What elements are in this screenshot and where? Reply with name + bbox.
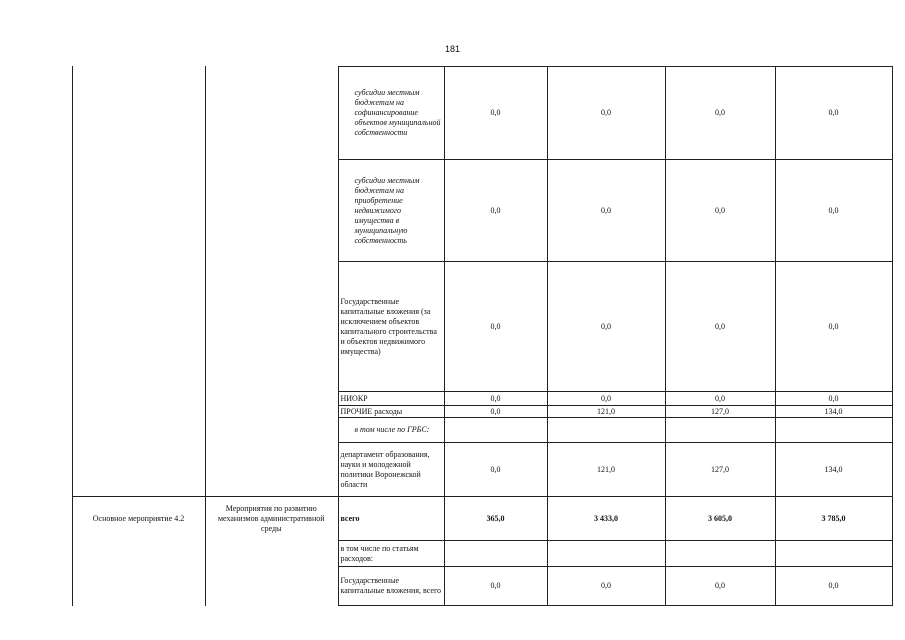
- value-cell: 0,0: [547, 67, 665, 160]
- event-name-cell: [205, 541, 338, 567]
- expense-label-cell: Государственные капитальные вложения (за исключением объектов капитального строительства и объектов недвижимого имущества): [338, 262, 444, 392]
- event-number-cell: [72, 160, 205, 262]
- expense-label-cell: субсидии местным бюджетам на софинансирование объектов муниципальной собственности: [338, 67, 444, 160]
- event-name-cell: [205, 406, 338, 418]
- table-row: [72, 567, 892, 606]
- value-cell: 121,0: [547, 443, 665, 497]
- value-cell: [665, 541, 775, 567]
- event-name-cell: [205, 262, 338, 392]
- value-cell: 0,0: [665, 160, 775, 262]
- table-row: [72, 406, 892, 418]
- expense-label-cell: ПРОЧИЕ расходы: [338, 406, 444, 418]
- value-cell: 0,0: [444, 262, 547, 392]
- event-number-cell: [72, 406, 205, 418]
- event-name-cell: [205, 567, 338, 606]
- value-cell: 121,0: [547, 406, 665, 418]
- event-number-cell: Основное мероприятие 4.2: [72, 497, 205, 541]
- value-cell: 134,0: [775, 406, 892, 418]
- table-row: [72, 443, 892, 497]
- event-name-cell: [205, 160, 338, 262]
- value-cell: 0,0: [444, 406, 547, 418]
- event-number-cell: [72, 67, 205, 160]
- value-cell: [547, 418, 665, 443]
- value-cell: 0,0: [444, 392, 547, 406]
- value-cell: [547, 541, 665, 567]
- table-row: [72, 67, 892, 160]
- value-cell: 365,0: [444, 497, 547, 541]
- value-cell: 3 433,0: [547, 497, 665, 541]
- expense-label-cell: Государственные капитальные вложения, всего: [338, 567, 444, 606]
- event-number-cell: [72, 392, 205, 406]
- value-cell: 127,0: [665, 406, 775, 418]
- event-name-cell: [205, 392, 338, 406]
- event-number-cell: [72, 262, 205, 392]
- expense-label-cell: НИОКР: [338, 392, 444, 406]
- table-row: [72, 392, 892, 406]
- value-cell: [444, 418, 547, 443]
- value-cell: 127,0: [665, 443, 775, 497]
- event-number-cell: [72, 567, 205, 606]
- value-cell: [444, 541, 547, 567]
- value-cell: 0,0: [665, 567, 775, 606]
- table-row: [72, 160, 892, 262]
- value-cell: 0,0: [444, 443, 547, 497]
- value-cell: 0,0: [444, 67, 547, 160]
- budget-table: [72, 66, 893, 606]
- value-cell: 134,0: [775, 443, 892, 497]
- value-cell: 0,0: [444, 160, 547, 262]
- value-cell: 0,0: [775, 160, 892, 262]
- event-number-cell: [72, 443, 205, 497]
- event-number-cell: [72, 418, 205, 443]
- event-name-cell: Мероприятия по развитию механизмов административной среды: [205, 497, 338, 541]
- table-row: [72, 497, 892, 541]
- value-cell: 0,0: [665, 392, 775, 406]
- value-cell: 0,0: [665, 262, 775, 392]
- expense-label-cell: в том числе по статьям расходов:: [338, 541, 444, 567]
- value-cell: 3 605,0: [665, 497, 775, 541]
- table-row: [72, 541, 892, 567]
- value-cell: [775, 541, 892, 567]
- value-cell: 0,0: [547, 392, 665, 406]
- value-cell: 0,0: [665, 67, 775, 160]
- value-cell: 0,0: [775, 262, 892, 392]
- value-cell: [665, 418, 775, 443]
- table-row: [72, 418, 892, 443]
- event-name-cell: [205, 443, 338, 497]
- value-cell: 0,0: [547, 567, 665, 606]
- expense-label-cell: в том числе по ГРБС:: [338, 418, 444, 443]
- expense-label-cell: всего: [338, 497, 444, 541]
- value-cell: 0,0: [547, 160, 665, 262]
- event-name-cell: [205, 418, 338, 443]
- value-cell: 3 785,0: [775, 497, 892, 541]
- value-cell: [775, 418, 892, 443]
- value-cell: 0,0: [775, 392, 892, 406]
- value-cell: 0,0: [775, 67, 892, 160]
- event-number-cell: [72, 541, 205, 567]
- expense-label-cell: департамент образования, науки и молодежной политики Воронежской области: [338, 443, 444, 497]
- value-cell: 0,0: [444, 567, 547, 606]
- page-number: 181: [444, 44, 461, 54]
- value-cell: 0,0: [547, 262, 665, 392]
- expense-label-cell: субсидии местным бюджетам на приобретение недвижимого имущества в муниципальную собственность: [338, 160, 444, 262]
- value-cell: 0,0: [775, 567, 892, 606]
- table-row: [72, 262, 892, 392]
- event-name-cell: [205, 67, 338, 160]
